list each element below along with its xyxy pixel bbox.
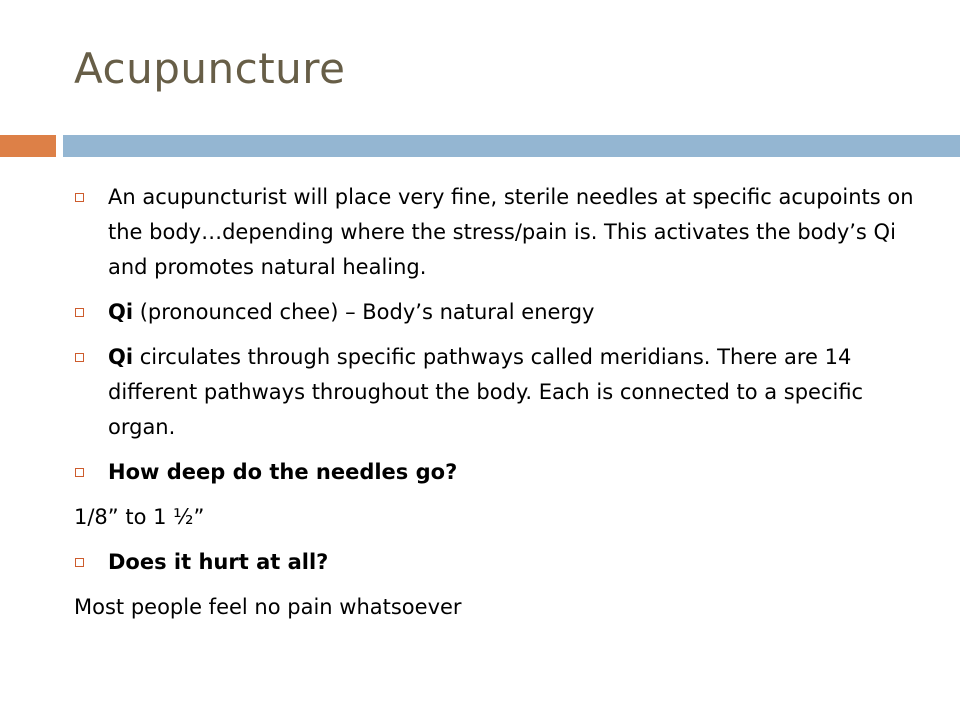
- content-area: [74, 180, 914, 635]
- plain-text-line: 1/8” to 1 ½”: [74, 505, 205, 529]
- bullet-square-icon: [75, 308, 84, 317]
- slide-title: Acupuncture: [74, 44, 346, 93]
- bullet-square-icon: [75, 468, 84, 477]
- bullet-square-icon: [75, 558, 84, 567]
- title-divider-bar: [63, 135, 960, 157]
- bullet-item: [74, 295, 914, 330]
- bullet-text: circulates through specific pathways called meridians. There are 14 different pathways throughout the body. Each is connected to a specific organ.: [108, 345, 864, 439]
- bullet-bold-text: Qi: [108, 345, 134, 369]
- bullet-square-icon: [75, 193, 84, 202]
- plain-text-line: Most people feel no pain whatsoever: [74, 595, 462, 619]
- bullet-item: [74, 340, 914, 445]
- bullet-text: An acupuncturist will place very fine, sterile needles at specific acupoints on the body…depending where the stress/pain is. This activates the body’s Qi and promotes natural healing.: [108, 185, 914, 279]
- bullet-text: (pronounced chee) – Body’s natural energy: [133, 300, 595, 324]
- bullet-bold-text: Does it hurt at all?: [108, 550, 329, 574]
- bullet-item: [74, 455, 914, 490]
- bullet-item: [74, 180, 914, 285]
- bullet-bold-text: How deep do the needles go?: [108, 460, 458, 484]
- bullet-item: [74, 545, 914, 580]
- bullet-bold-text: Qi: [108, 300, 134, 324]
- accent-bar: [0, 135, 56, 157]
- bullet-square-icon: [75, 353, 84, 362]
